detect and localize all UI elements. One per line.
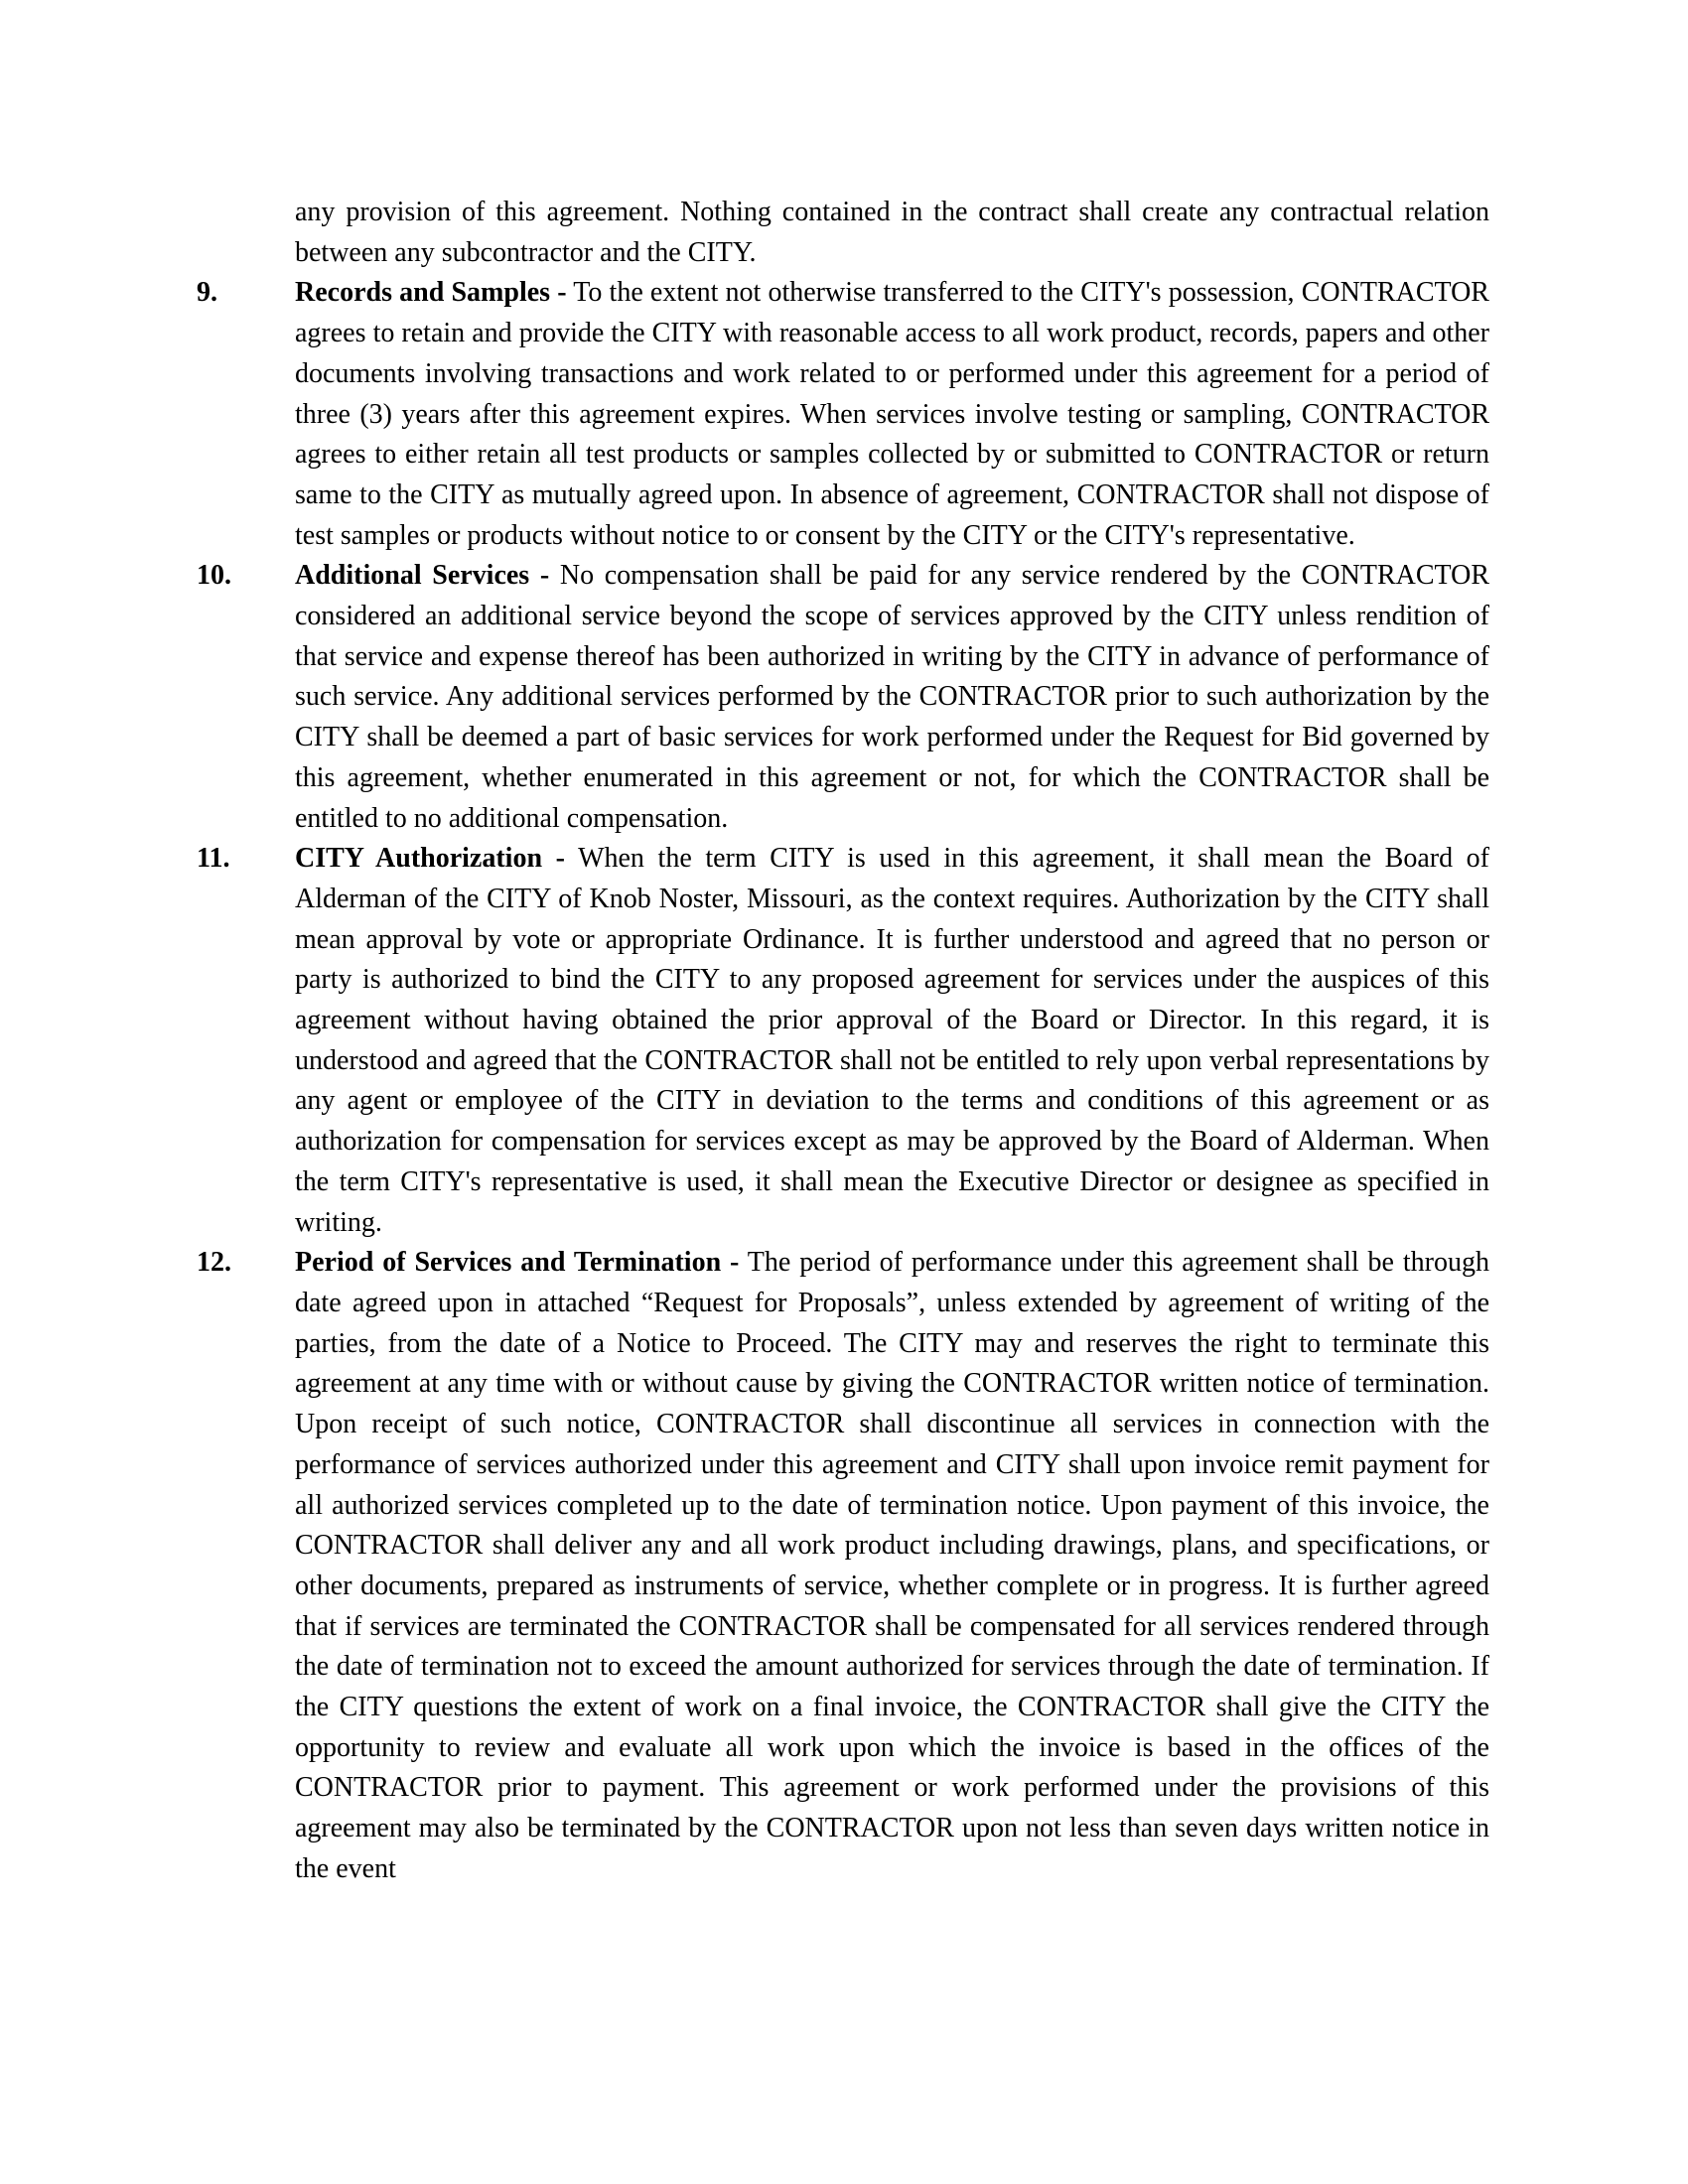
clause-body: To the extent not otherwise transferred to the CITY's possession, CONTRACTOR agrees to retain and provide the CITY with reasonable access to all work product, records, papers and other documents involving transactions and work related to or performed under this agreement for a period of three (3) years after this agreement expires. When services involve testing or sampling, CONTRACTOR agrees to either retain all test products or samples collected by or submitted to CONTRACTOR or return same to the CITY as mutually agreed upon. In absence of agreement, CONTRACTOR shall not dispose of test samples or products without notice to or consent by the CITY or the CITY's representative. [295,277,1489,551]
clause-number: 10. [197,560,231,592]
clause-heading: CITY Authorization - [295,843,565,875]
clause-number: 12. [197,1247,231,1279]
clause-body: The period of performance under this agreement shall be through date agreed upon in attached “Request for Proposals”, unless extended by agreement of writing of the parties, from the date of a Notice to Proceed. The CITY may and reserves the right to terminate this agreement at any time with or without cause by giving the CONTRACTOR written notice of termination. Upon receipt of such notice, CONTRACTOR shall discontinue all services in connection with the performance of services authorized under this agreement and CITY shall upon invoice remit payment for all authorized services completed up to the date of termination notice. Upon payment of this invoice, the CONTRACTOR shall deliver any and all work product including drawings, plans, and specifications, or other documents, prepared as instruments of service, whether complete or in progress. It is further agreed that if services are terminated the CONTRACTOR shall be compensated for all services rendered through the date of termination not to exceed the amount authorized for services through the date of termination. If the CITY questions the extent of work on a final invoice, the CONTRACTOR shall give the CITY the opportunity to review and evaluate all work upon which the invoice is based in the offices of the CONTRACTOR prior to payment. This agreement or work performed under the provisions of this agreement may also be terminated by the CONTRACTOR upon not less than seven days written notice in the event [295,1247,1489,1884]
clause-item-9 [197,273,1489,556]
clause-number: 11. [197,843,230,875]
clause-item-10 [197,556,1490,839]
clause-heading: Additional Services - [295,560,550,592]
clause-number: 9. [197,277,217,309]
clause-body: No compensation shall be paid for any service rendered by the CONTRACTOR considered an additional service beyond the scope of services approved by the CITY unless rendition of that service and expense thereof has been authorized in writing by the CITY in advance of performance of such service. Any additional services performed by the CONTRACTOR prior to such authorization by the CITY shall be deemed a part of basic services for work performed under the Request for Bid governed by this agreement, whether enumerated in this agreement or not, for which the CONTRACTOR shall be entitled to no additional compensation. [295,560,1490,834]
clause-heading: Records and Samples - [295,277,567,309]
clause-heading: Period of Services and Termination - [295,1247,740,1279]
clause-item-12 [197,1243,1489,1889]
continuation-paragraph [295,193,1489,273]
contract-text-block [197,193,1490,1890]
clause-item-11 [197,839,1490,1243]
continuation-text: any provision of this agreement. Nothing contained in the contract shall create any contractual relation between any subcontractor and the CITY. [295,197,1489,268]
clause-body: When the term CITY is used in this agreement, it shall mean the Board of Alderman of the CITY of Knob Noster, Missouri, as the context requires. Authorization by the CITY shall mean approval by vote or appropriate Ordinance. It is further understood and agreed that no person or party is authorized to bind the CITY to any proposed agreement for services under the auspices of this agreement without having obtained the prior approval of the Board or Director. In this regard, it is understood and agreed that the CONTRACTOR shall not be entitled to rely upon verbal representations by any agent or employee of the CITY in deviation to the terms and conditions of this agreement or as authorization for compensation for services except as may be approved by the Board of Alderman. When the term CITY's representative is used, it shall mean the Executive Director or designee as specified in writing. [295,843,1490,1238]
